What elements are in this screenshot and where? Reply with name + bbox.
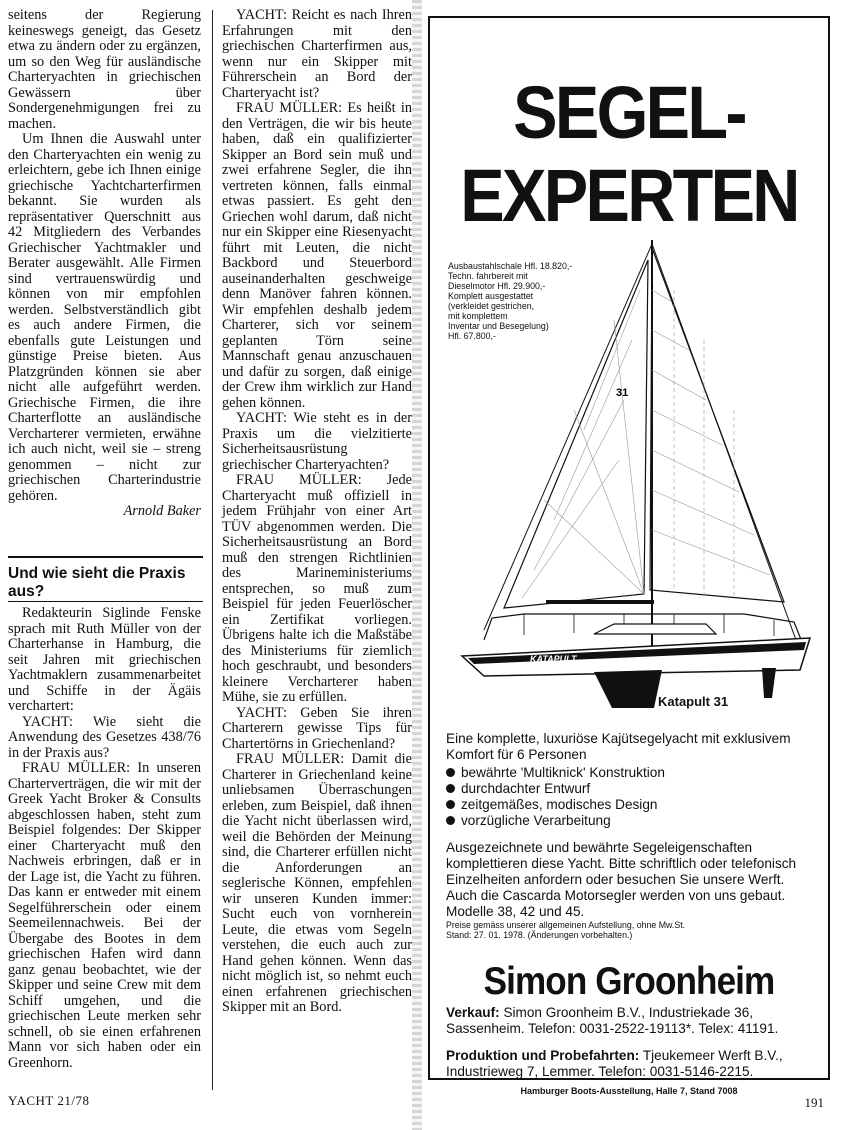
bullet-icon: [446, 784, 455, 793]
ad-details: Ausgezeichnete und bewährte Segeleigenschaften komplettieren diese Yacht. Bitte schriftlich oder telefonisch Einzelheiten anfordern oder besuchen Sie unsere Werft. Auch die Cascarda Motorsegler werden von uns gebaut. Modelle 38, 42 und 45.: [446, 840, 797, 919]
fine-print-line: Stand: 27. 01. 1978. (Änderungen vorbehalten.): [446, 930, 633, 940]
feature-item: [446, 765, 816, 781]
spec-line: Hfl. 67.800,-: [448, 331, 496, 341]
interview-paragraph: FRAU MÜLLER: Es heißt in den Verträgen, die wir bis heute haben, daß ein qualifizierter Skipper an Bord sein muß und zwei erfahrene Segler, die ihn vertreten können, falls einmal etwas passiert. Es geht den Griechen wohl darum, daß nicht nur ein Skipper eine Riesenyacht führt mit Leuten, die nicht Backbord und Steuerbord auseinanderhalten geschweige denn Manöver fahren können. Wir empfehlen deshalb jedem Charterer, sich vor seinem geplanten Törn seine Mannschaft genau anzuschauen und dafür zu sorgen, daß einige der Crew ihm wirklich zur Hand gehen können.: [222, 100, 412, 411]
ad-headline-line2: EXPERTEN: [460, 154, 798, 237]
interview-paragraph: Redakteurin Siglinde Fenske sprach mit Ruth Müller von der Charterhanse in Hamburg, die seit Jahren mit griechischen Yachtmaklern zusammenarbeitet und Schiffe in der Ägäis verchartert:: [8, 605, 201, 714]
sales-label: Verkauf:: [446, 1005, 500, 1020]
boat-show-note: Hamburger Boots-Ausstellung, Halle 7, Stand 7008: [520, 1086, 738, 1096]
feature-item: [446, 813, 816, 829]
sales-contact: [446, 1005, 818, 1037]
fine-print: [446, 920, 816, 940]
brand-logo: Simon Groonheim: [483, 960, 775, 1003]
article-column-left-bottom: [8, 606, 201, 1071]
interview-paragraph: FRAU MÜLLER: Jede Charteryacht muß offiziell in jedem Frühjahr von einer Art TÜV abgenommen werden. Die Sicherheitsausrüstung an Bord muß den strengen Richtlinien des Marineministeriums entsprechen, so muß zum Beispiel für jeden Feuerlöscher ein Zertifikat vorliegen. Übrigens halte ich die Maßstäbe des Ministeriums für ziemlich hoch geschraubt, und besonders kleinere Vercharterer haben Mühe, sie zu erfüllen.: [222, 472, 412, 705]
interview-paragraph: YACHT: Wie sieht die Anwendung des Gesetzes 438/76 in der Praxis aus?: [8, 713, 201, 761]
fine-print-line: Preise gemäss unserer allgemeinen Aufstellung, ohne Mw.St.: [446, 920, 686, 930]
bullet-icon: [446, 816, 455, 825]
interview-paragraph: YACHT: Reicht es nach Ihren Erfahrungen mit den griechischen Charterfirmen aus, wenn nur ein Skipper mit Führerschein an Bord der Charteryacht ist?: [222, 7, 412, 101]
sail-number: 31: [616, 387, 629, 399]
interview-paragraph: YACHT: Wie steht es in der Praxis um die vielzitierte Sicherheitsausrüstung griechischer Charteryachten?: [222, 410, 412, 473]
article-paragraph: seitens der Regierung keineswegs geneigt, das Gesetz etwa zu ändern oder zu ergänzen, um so den Weg für ausländische Charteryachten in griechischen Gewässern über Sondergenehmigungen frei zu machen.: [8, 7, 201, 132]
article-column-left-top: [8, 8, 201, 520]
article-column-middle: [222, 8, 412, 1016]
interview-paragraph: YACHT: Geben Sie ihren Charterern gewisse Tips für Chartertörns in Griechenland?: [222, 704, 412, 752]
spec-line: Dieselmotor Hfl. 29.900,-: [448, 281, 546, 291]
feature-text: durchdachter Entwurf: [461, 781, 591, 796]
page-gutter: [412, 0, 422, 1130]
ad-headline-line1: SEGEL-: [513, 71, 745, 154]
article-paragraph: Um Ihnen die Auswahl unter den Charteryachten ein wenig zu erleichtern, gebe ich Ihnen einige griechische Yachtcharterfirmen bekannt. Sie wurden als repräsentativer Querschnitt aus 42 Mitgliedern des Verbandes Griechischer Yachtmakler und Berater ausgewählt. Alle Firmen sind vertrauenswürdig und können von mir empfohlen werden. Selbstverständlich gibt es auch andere Firmen, die ebenfalls gute Leistungen und günstige Preise bieten. Aus Platzgründen können sie aber nicht alle aufgeführt werden. Griechische Firmen, die ihre Charterflotte an ausländische Vercharterer vermieten, erwähne ich auch nicht, weil sie – streng genommen – nicht zur griechischen Charterindustrie gehören.: [8, 131, 201, 504]
spec-line: Ausbaustahlschale Hfl. 18.820,-: [448, 261, 573, 271]
model-name: Katapult 31: [658, 694, 729, 709]
feature-text: zeitgemäßes, modisches Design: [461, 797, 658, 812]
ad-intro: Eine komplette, luxuriöse Kajütsegelyacht mit exklusivem Komfort für 6 Personen: [446, 731, 791, 762]
spec-line: Komplett ausgestattet: [448, 291, 534, 301]
magazine-issue: YACHT 21/78: [8, 1093, 90, 1108]
sailboat-illustration: [444, 230, 816, 710]
spec-line: mit komplettem: [448, 311, 508, 321]
spec-line: Techn. fahrbereit mit: [448, 271, 528, 281]
feature-text: bewährte 'Multiknick' Konstruktion: [461, 765, 665, 780]
section-divider: [8, 556, 203, 558]
interview-paragraph: FRAU MÜLLER: Damit die Charterer in Griechenland keine unliebsamen Überraschungen erleben, zum Beispiel, daß ihnen die Yacht nicht überlassen wird, weil die Behörden der Meinung sind, die Charterer erfüllen nicht die Anforderungen an seglerische Können, empfehlen wir unseren Kunden immer: Sucht euch von vornherein Leute, die etwas vom Segeln verstehen, die euch auch zur Hand gehen können. Wenn das nicht möglich ist, so nehmt euch einen erfahrenen griechischen Skipper mit an Bord.: [222, 751, 412, 1015]
spec-line: Inventar und Besegelung): [448, 321, 549, 331]
heading-underline: [8, 601, 203, 602]
production-text: Tjeukemeer Werft B.V., Industrieweg 7, Lemmer. Telefon: 0031-5146-2215.: [446, 1048, 783, 1079]
column-divider: [212, 10, 213, 1090]
production-contact: [446, 1048, 818, 1080]
section-heading: Und wie sieht die Praxis aus?: [8, 565, 186, 600]
production-label: Produktion und Probefahrten:: [446, 1048, 640, 1063]
spec-line: (verkleidet gestrichen,: [448, 301, 535, 311]
author-signature: Arnold Baker: [123, 503, 201, 519]
page-number: 191: [804, 1095, 824, 1110]
bullet-icon: [446, 768, 455, 777]
hull-name: KATAPULT: [530, 654, 577, 664]
advertisement: [428, 16, 830, 1080]
feature-item: [446, 797, 816, 813]
feature-list: [446, 765, 816, 829]
bullet-icon: [446, 800, 455, 809]
feature-text: vorzügliche Verarbeitung: [461, 813, 611, 828]
sales-text: Simon Groonheim B.V., Industriekade 36, Sassenheim. Telefon: 0031-2522-19113*. Telex: 41191.: [446, 1005, 779, 1036]
feature-item: [446, 781, 816, 797]
interview-paragraph: FRAU MÜLLER: In unseren Charterverträgen, die wir mit der Greek Yacht Broker & Consults abgeschlossen haben, steht zum Beispiel folgendes: Der Skipper einer Charteryacht muß den Nachweis erbringen, daß er in der Lage ist, die Yacht zu führen. Das kann er entweder mit einem Segelführerschein oder einem Seemeilennachweis. Bei der Übergabe des Bootes in dem griechischen Hafen wird dann ganz genau beobachtet, wie der Skipper und seine Crew mit dem Schiff umgehen, und die griechischen Leute merken sehr schnell, ob sie einen erfahrenen Mann vor sich haben oder ein Greenhorn.: [8, 760, 201, 1071]
